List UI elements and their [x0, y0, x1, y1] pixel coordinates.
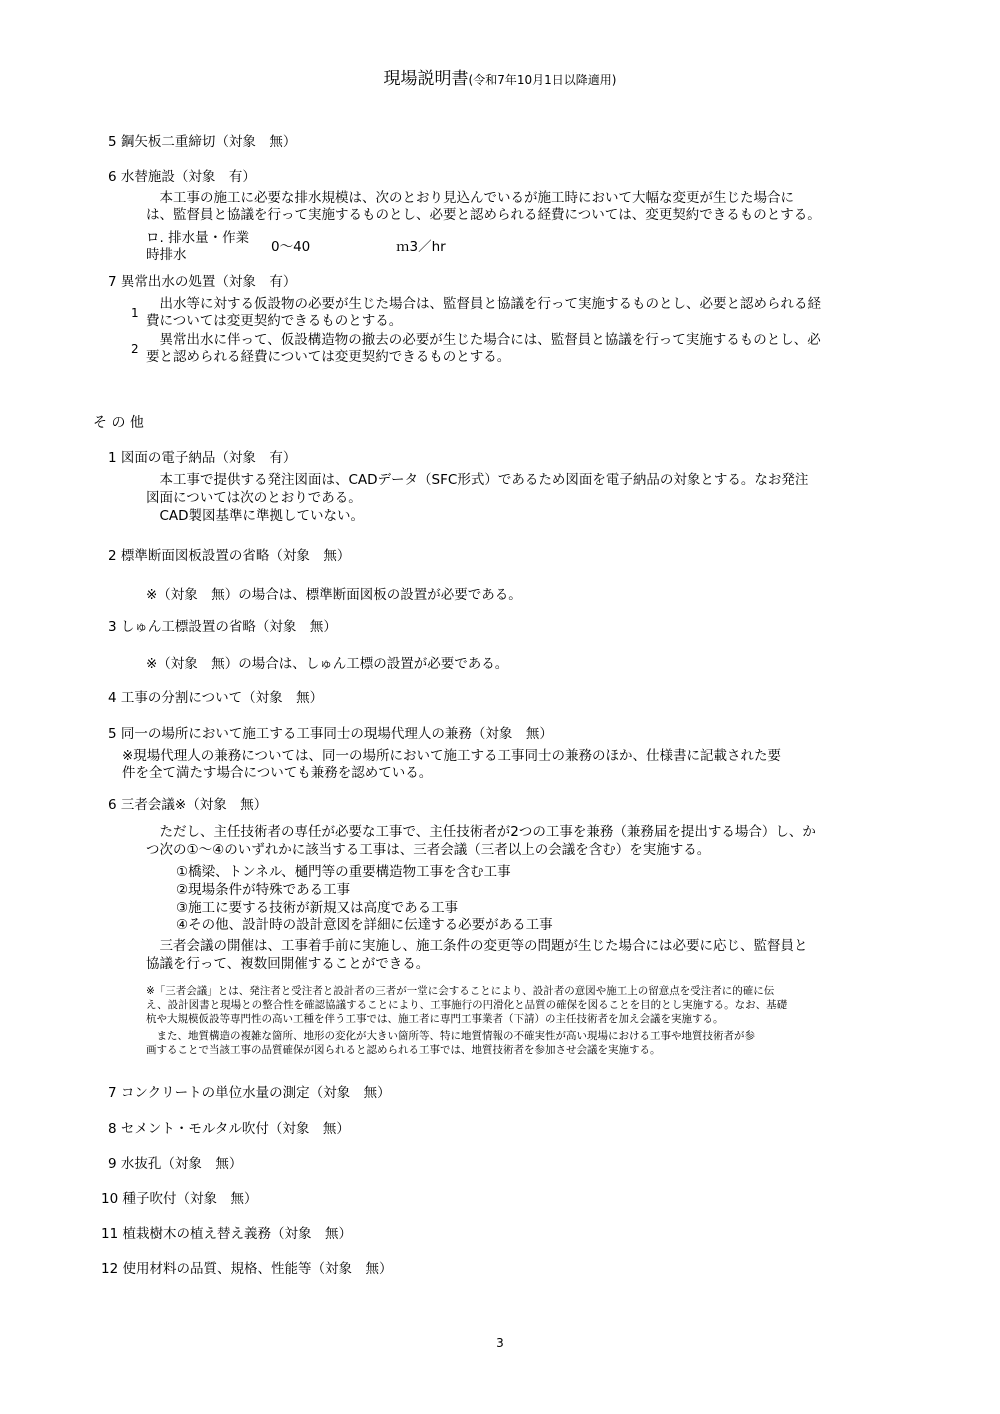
item-6-para-line2: は、監督員と協議を行って実施するものとし、必要と認められる経費については、変更契約できるものとする。 [146, 207, 821, 223]
item-6-value: 0～40 [271, 239, 311, 255]
other-6-para-line2: つ次の①～④のいずれかに該当する工事は、三者会議（三者以上の会議を含む）を実施する。 [146, 842, 711, 858]
item-6-label-line1: ロ. 排水量・作業 [146, 230, 250, 246]
other-6-footnote-line5: 画することで当該工事の品質確保が図られると認められる工事では、地質技術者を参加させ会議を実施する。 [146, 1044, 661, 1056]
other-6-list-3: ③施工に要する技術が新規又は高度である工事 [176, 900, 459, 916]
other-12-material-quality: 12 使用材料の品質、規格、性能等（対象 無） [101, 1261, 393, 1277]
item-6-unit: ｍ3／hr [396, 239, 446, 255]
other-11-tree-replant: 11 植栽樹木の植え替え義務（対象 無） [101, 1226, 352, 1242]
other-2-standard-section-board: 2 標準断面図板設置の省略（対象 無） [108, 548, 351, 564]
other-6-para-line4: 協議を行って、複数回開催することができる。 [146, 956, 430, 972]
item-7-num-1: 1 [131, 306, 139, 320]
item-7-para1-line1: 出水等に対する仮設物の必要が生じた場合は、監督員と協議を行って実施するものとし、必要と認められる経 [146, 296, 821, 312]
item-6-dewatering: 6 水替施設（対象 有） [108, 169, 256, 185]
other-6-footnote-line2: え、設計図書と現場との整合性を確認協議することにより、工事施行の円滑化と品質の確保を図ることを目的とし実施する。なお、基礎 [146, 999, 788, 1011]
other-heading: そ の 他 [93, 415, 144, 431]
other-9-drain-hole: 9 水抜孔（対象 無） [108, 1156, 243, 1172]
item-5-sheet-pile: 5 鋼矢板二重締切（対象 無） [108, 134, 297, 150]
other-3-completion-marker: 3 しゅん工標設置の省略（対象 無） [108, 619, 337, 635]
other-6-para-line3: 三者会議の開催は、工事着手前に実施し、施工条件の変更等の問題が生じた場合には必要に応じ、監督員と [146, 938, 808, 954]
other-1-electronic-delivery: 1 図面の電子納品（対象 有） [108, 450, 297, 466]
title-main: 現場説明書 [383, 69, 469, 89]
other-6-list-4: ④その他、設計時の設計意図を詳細に伝達する必要がある工事 [176, 917, 553, 933]
other-1-para-line1: 本工事で提供する発注図面は、CADデータ（SFC形式）であるため図面を電子納品の対象とする。なお発注 [146, 472, 809, 488]
item-7-para2-line1: 異常出水に伴って、仮設構造物の撤去の必要が生じた場合には、監督員と協議を行って実施するものとし、必 [146, 332, 821, 348]
item-7-abnormal-water: 7 異常出水の処置（対象 有） [108, 274, 297, 290]
other-5-site-agent-concurrent: 5 同一の場所において施工する工事同士の現場代理人の兼務（対象 無） [108, 726, 553, 742]
other-5-para-line2: 件を全て満たす場合についても兼務を認めている。 [122, 765, 433, 781]
other-6-footnote-line4: また、地質構造の複雑な箇所、地形の変化が大きい箇所等、特に地質情報の不確実性が高い現場における工事や地質技術者が参 [146, 1030, 755, 1042]
other-8-cement-mortar-spray: 8 セメント・モルタル吹付（対象 無） [108, 1121, 350, 1137]
other-5-para-line1: ※現場代理人の兼務については、同一の場所において施工する工事同士の兼務のほか、仕様書に記載された要 [122, 748, 782, 764]
item-7-para2-line2: 要と認められる経費については変更契約できるものとする。 [146, 349, 511, 365]
other-6-para-line1: ただし、主任技術者の専任が必要な工事で、主任技術者が2つの工事を兼務（兼務届を提出する場合）し、か [146, 824, 816, 840]
other-4-work-division: 4 工事の分割について（対象 無） [108, 690, 324, 706]
page-number: 3 [496, 1336, 504, 1350]
item-7-para1-line2: 費については変更契約できるものとする。 [146, 313, 403, 329]
item-7-num-2: 2 [131, 342, 139, 356]
title-subtitle: (令和7年10月1日以降適用) [468, 73, 617, 87]
item-6-para-line1: 本工事の施工に必要な排水規模は、次のとおり見込んでいるが施工時において大幅な変更が生じた場合に [146, 190, 794, 206]
other-6-list-1: ①橋梁、トンネル、樋門等の重要構造物工事を含む工事 [176, 864, 511, 880]
page-title [0, 64, 1000, 89]
other-6-footnote-line1: ※「三者会議」とは、発注者と受注者と設計者の三者が一堂に会することにより、設計者の意図や施工上の留意点を受注者に的確に伝 [146, 985, 775, 997]
other-1-para-line3: CAD製図基準に準拠していない。 [146, 508, 365, 524]
other-3-note: ※（対象 無）の場合は、しゅん工標の設置が必要である。 [146, 656, 509, 672]
other-6-three-party-meeting: 6 三者会議※（対象 無） [108, 797, 268, 813]
other-6-list-2: ②現場条件が特殊である工事 [176, 882, 351, 898]
other-7-concrete-water-measure: 7 コンクリートの単位水量の測定（対象 無） [108, 1085, 391, 1101]
item-6-label-line2: 時排水 [146, 247, 187, 263]
other-6-footnote-line3: 杭や大規模仮設等専門性の高い工種を伴う工事では、施工者に専門工事業者（下請）の主任技術者を加え会議を実施する。 [146, 1013, 724, 1025]
other-2-note: ※（対象 無）の場合は、標準断面図板の設置が必要である。 [146, 587, 522, 603]
other-1-para-line2: 図面については次のとおりである。 [146, 490, 362, 506]
other-10-seed-spray: 10 種子吹付（対象 無） [101, 1191, 258, 1207]
